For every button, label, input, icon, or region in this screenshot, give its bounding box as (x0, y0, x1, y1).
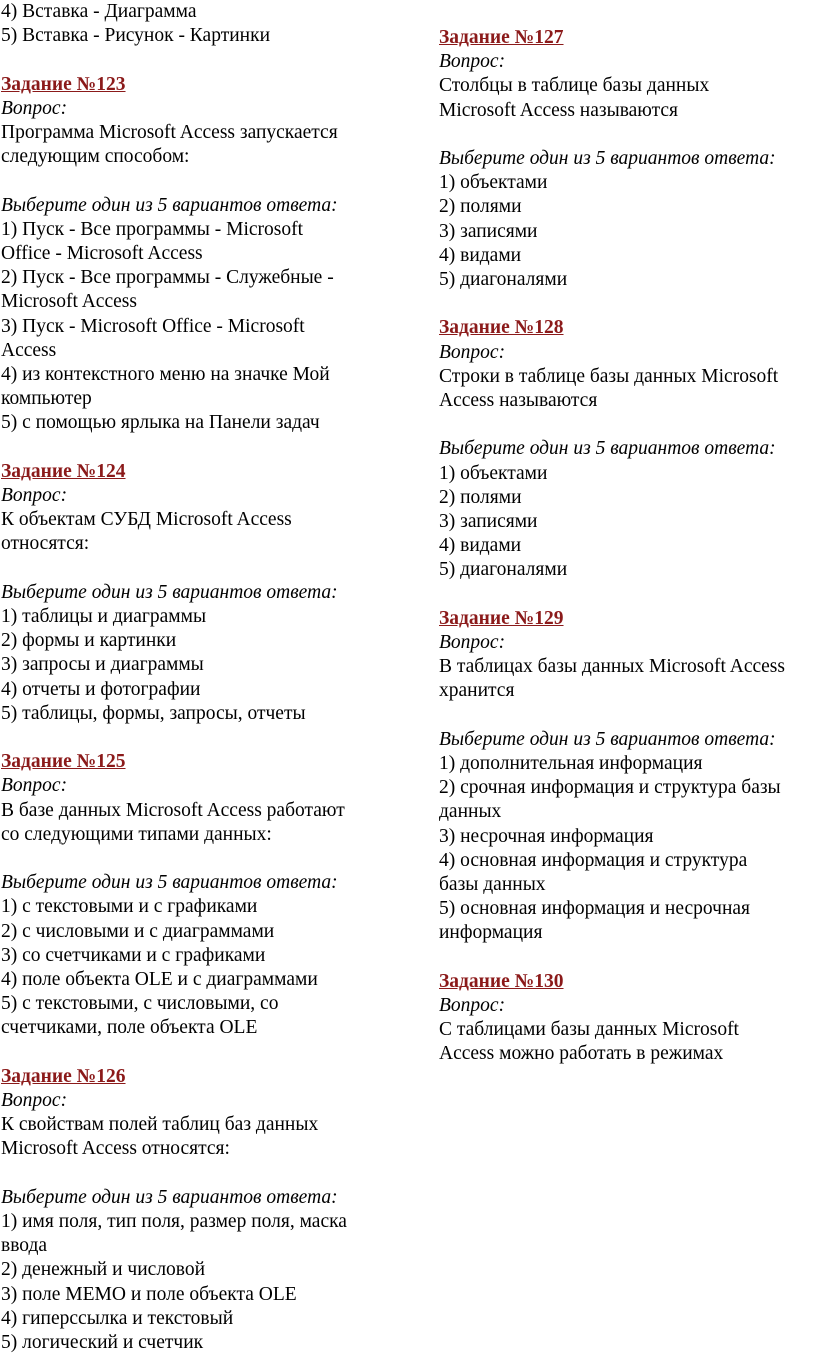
question-line: К объектам СУБД Microsoft Access (1, 509, 292, 531)
answer-line: 3) Пуск - Microsoft Office - Microsoft (1, 315, 305, 337)
task-block (1, 460, 401, 750)
answer-line: 4) видами (439, 535, 522, 557)
task-block (439, 316, 815, 606)
question-line: со следующими типами данных: (1, 823, 272, 845)
question-line: относятся: (1, 533, 90, 555)
right-column (439, 26, 815, 1067)
question-label: Вопрос: (1, 97, 68, 119)
choose-label: Выберите один из 5 вариантов ответа: (1, 194, 338, 216)
answer-line: 3) поле MEMO и поле объекта OLE (1, 1283, 297, 1305)
answer-line: 4) видами (439, 244, 522, 266)
task-title: Задание №123 (1, 73, 126, 95)
answer-line: счетчиками, поле объекта OLE (1, 1017, 258, 1039)
question-line: Microsoft Access относятся: (1, 1138, 230, 1160)
answer-line: 1) Пуск - Все программы - Microsoft (1, 218, 304, 240)
question-line: Программа Microsoft Access запускается (1, 122, 338, 143)
task-title: Задание №126 (1, 1065, 126, 1087)
answer-line: 5) логический и счетчик (1, 1332, 204, 1354)
answer-line: Office - Microsoft Access (1, 243, 203, 264)
answer-line: информация (439, 922, 543, 944)
answer-line: 4) отчеты и фотографии (1, 678, 201, 700)
answer-line: 2) срочная информация и структура базы (439, 777, 781, 799)
answer-line: 5) таблицы, формы, запросы, отчеты (1, 702, 306, 724)
task-title: Задание №129 (439, 607, 564, 629)
answer-line: компьютер (1, 388, 92, 410)
task-title: Задание №124 (1, 460, 126, 482)
answer-line: 5) с текстовыми, с числовыми, со (1, 993, 279, 1015)
intro-line: 4) Вставка - Диаграмма (1, 1, 197, 22)
task-block (439, 607, 815, 970)
answer-line: 3) запросы и диаграммы (1, 654, 204, 676)
choose-label: Выберите один из 5 вариантов ответа: (1, 1186, 338, 1208)
question-label: Вопрос: (439, 995, 506, 1017)
answer-line: 1) с текстовыми и с графиками (1, 896, 258, 918)
question-line: хранится (439, 680, 515, 702)
answer-line: ввода (1, 1235, 48, 1257)
task-block (1, 73, 401, 460)
question-label: Вопрос: (1, 775, 68, 797)
answer-line: 1) таблицы и диаграммы (1, 606, 207, 628)
answer-line: 3) записями (439, 220, 538, 242)
answer-line: 2) с числовыми и с диаграммами (1, 920, 275, 942)
task-title: Задание №127 (439, 27, 564, 48)
question-line: следующим способом: (1, 146, 190, 168)
choose-label: Выберите один из 5 вариантов ответа: (439, 148, 776, 169)
answer-line: 4) гиперссылка и текстовый (1, 1307, 234, 1329)
question-line: С таблицами базы данных Microsoft (439, 1019, 739, 1041)
choose-label: Выберите один из 5 вариантов ответа: (1, 581, 338, 603)
left-column (1, 0, 401, 1355)
answer-line: 5) с помощью ярлыка на Панели задач (1, 412, 320, 434)
choose-label: Выберите один из 5 вариантов ответа: (439, 728, 776, 750)
intro-line: 5) Вставка - Рисунок - Картинки (1, 25, 271, 47)
question-line: Столбцы в таблице базы данных (439, 75, 710, 97)
answer-line: 1) объектами (439, 462, 548, 484)
answer-line: 4) основная информация и структура (439, 849, 748, 871)
question-label: Вопрос: (439, 341, 506, 363)
task-block (439, 970, 815, 1067)
answer-line: 3) со счетчиками и с графиками (1, 944, 266, 966)
answer-line: 4) поле объекта OLE и с диаграммами (1, 969, 318, 991)
question-line: Строки в таблице базы данных Microsoft (439, 365, 779, 387)
task-block (1, 1065, 401, 1355)
answer-line: 1) объектами (439, 172, 548, 194)
question-line: К свойствам полей таблиц баз данных (1, 1114, 319, 1136)
task-block (1, 750, 401, 1065)
answer-line: базы данных (439, 874, 546, 896)
question-label: Вопрос: (439, 632, 506, 654)
answer-line: 2) полями (439, 196, 522, 218)
question-line: Access называются (439, 390, 598, 412)
answer-line: 4) из контекстного меню на значке Мой (1, 364, 330, 386)
choose-label: Выберите один из 5 вариантов ответа: (439, 438, 776, 460)
answer-line: 2) денежный и числовой (1, 1259, 206, 1281)
answer-line: Access (1, 339, 57, 361)
question-line: В базе данных Microsoft Access работают (1, 799, 345, 821)
answer-line: 3) несрочная информация (439, 825, 654, 847)
question-label: Вопрос: (439, 51, 506, 73)
answer-line: 1) дополнительная информация (439, 753, 703, 775)
answer-line: 1) имя поля, тип поля, размер поля, маска (1, 1211, 347, 1233)
question-line: Microsoft Access называются (439, 99, 678, 121)
question-label: Вопрос: (1, 485, 68, 507)
task-block (439, 26, 815, 316)
answer-line: 5) основная информация и несрочная (439, 898, 751, 920)
choose-label: Выберите один из 5 вариантов ответа: (1, 872, 338, 894)
answer-line: 5) диагоналями (439, 269, 568, 291)
task-title: Задание №130 (439, 970, 564, 992)
answer-line: 5) диагоналями (439, 559, 568, 581)
question-line: Access можно работать в режимах (439, 1043, 724, 1065)
answer-line: Microsoft Access (1, 291, 137, 313)
answer-line: 2) формы и картинки (1, 630, 177, 652)
answer-line: 2) Пуск - Все программы - Служебные - (1, 267, 334, 289)
answer-line: 3) записями (439, 511, 538, 533)
question-label: Вопрос: (1, 1090, 68, 1112)
task-title: Задание №128 (439, 317, 564, 339)
question-line: В таблицах базы данных Microsoft Access (439, 656, 785, 678)
task-title: Задание №125 (1, 751, 126, 773)
answer-line: 2) полями (439, 486, 522, 508)
answer-line: данных (439, 801, 502, 823)
